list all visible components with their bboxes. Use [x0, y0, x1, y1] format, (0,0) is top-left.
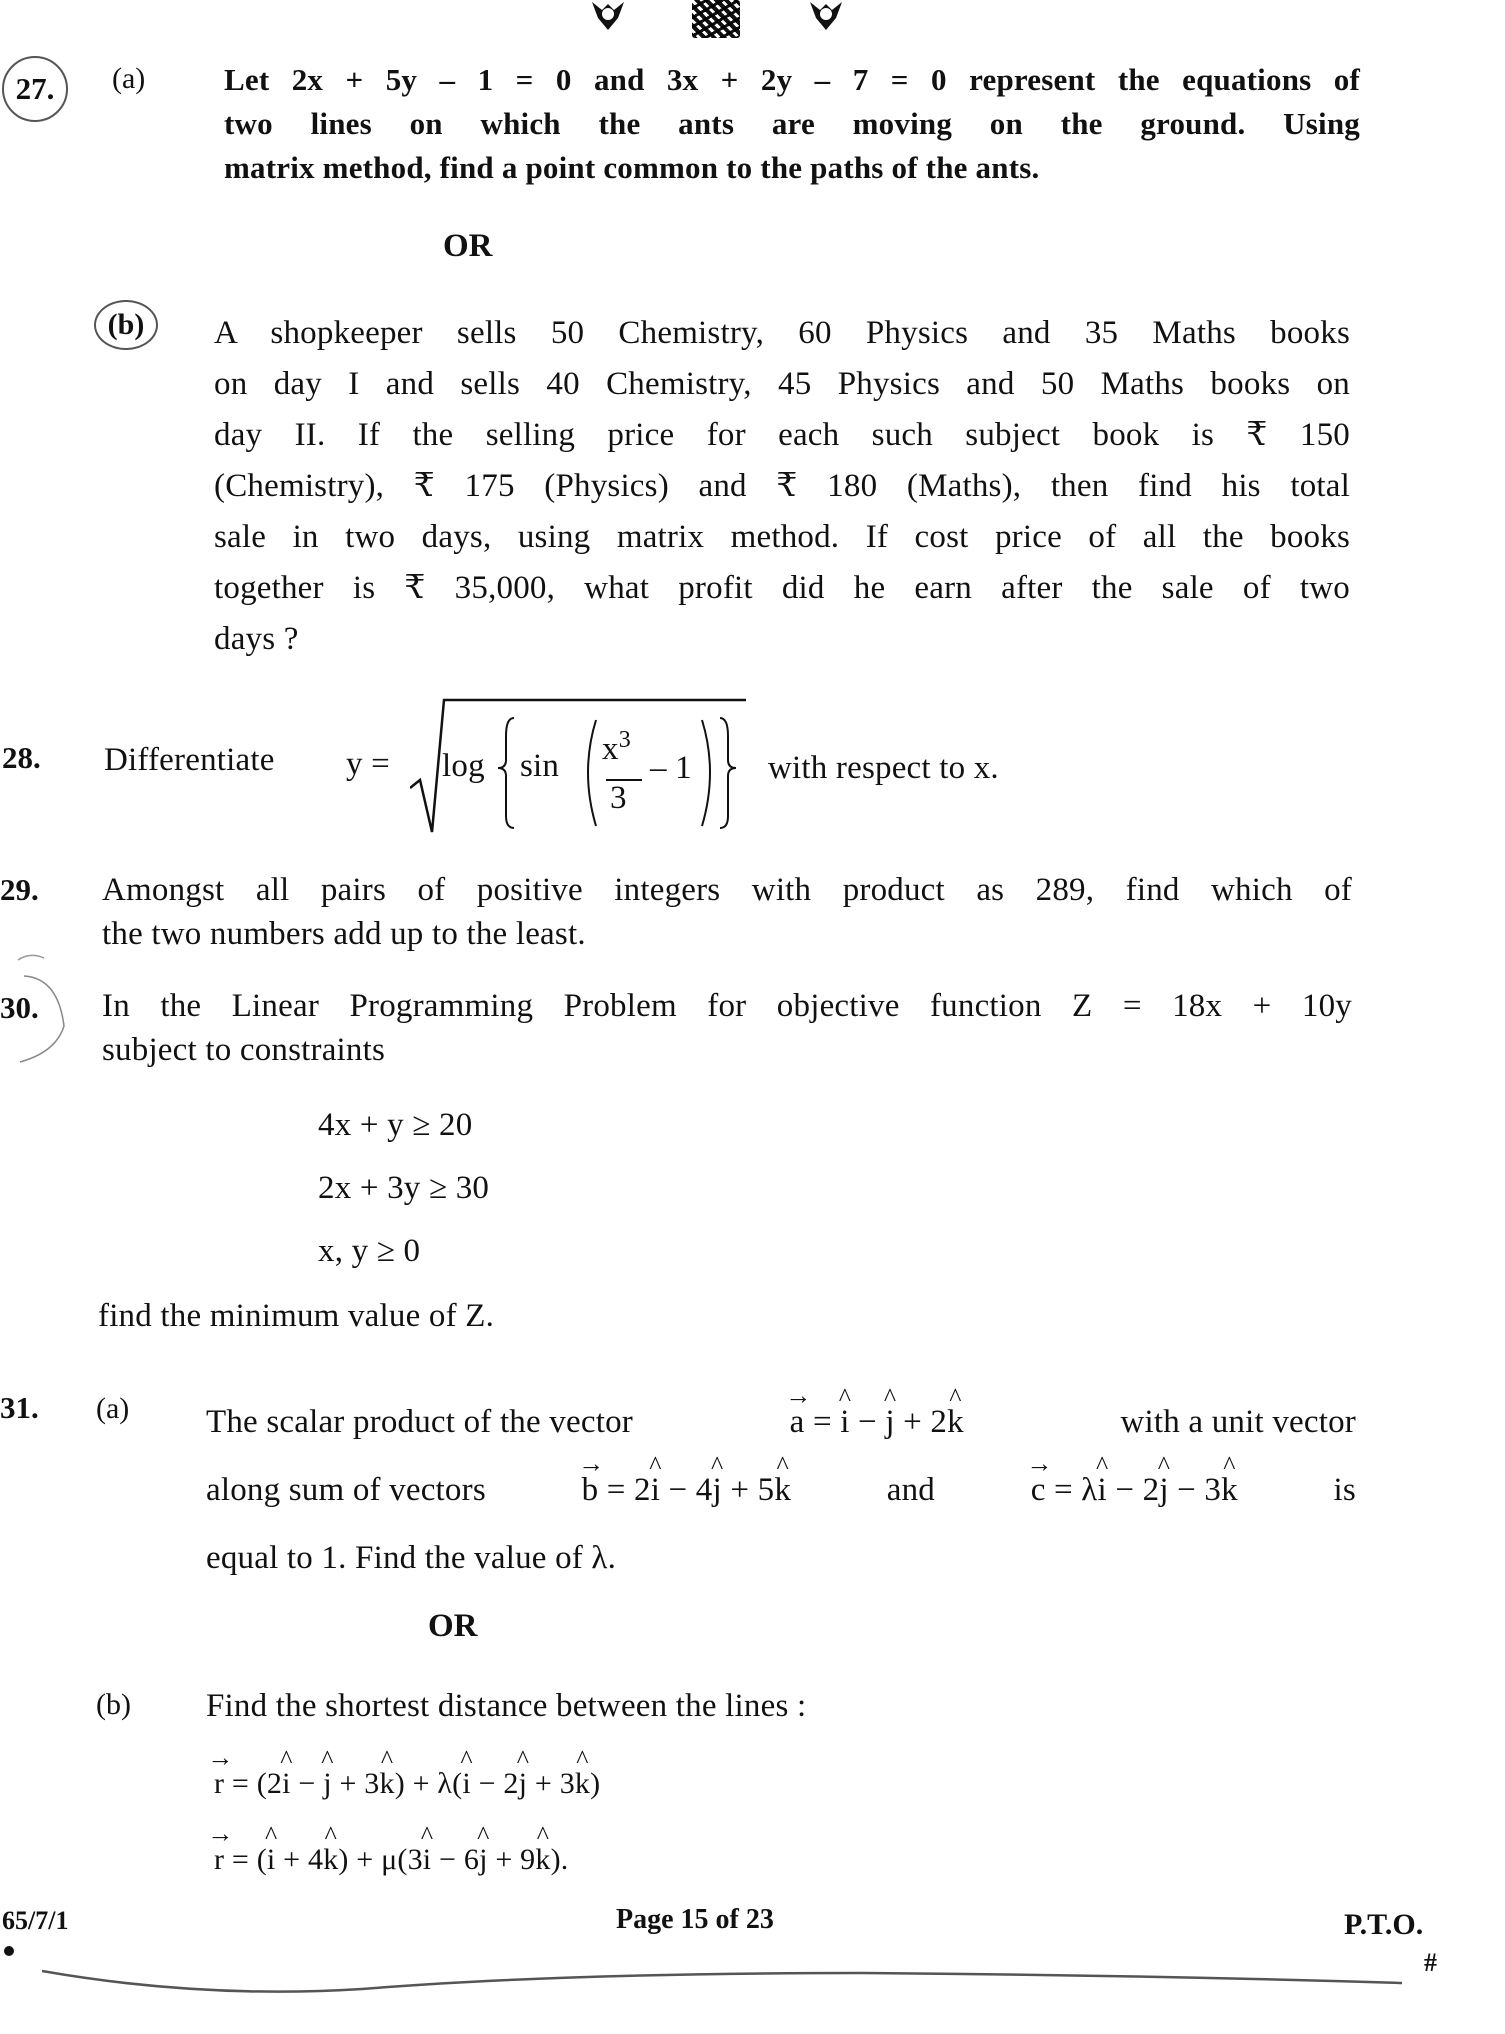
vector-a-expression: → a = ^ i − ^ j + 2^ k	[790, 1388, 964, 1456]
flourish-icon-left	[588, 0, 628, 36]
q27-part-b-text: A shopkeeper sells 50 Chemistry, 60 Physics and 35 Maths books on day I and sells 40 Chemistry, 45 Physics and 50 Maths books on day II. If the selling price for each such subject book is ₹ 150 (Chemistry), ₹ 175 (Physics) and ₹ 180 (Maths), then find his total sale in two days, using matrix method. If cost price of all the books together is ₹ 35,000, what profit did he earn after the sale of two days ?	[214, 315, 1350, 657]
constraint: 2x + 3y ≥ 30	[318, 1170, 490, 1206]
q28-suffix: with respect to x.	[768, 750, 999, 786]
part-b-label: (b)	[94, 300, 158, 350]
q28-prefix: Differentiate	[104, 742, 275, 778]
q27-part-a-text: Let 2x + 5y – 1 = 0 and 3x + 2y – 7 = 0 represent the equations of two lines on which the ants are moving on the ground. Using matrix method, find a point common to the paths of the ants.	[224, 62, 1360, 185]
pen-mark-icon	[16, 950, 46, 964]
flourish-icon-right	[806, 0, 846, 36]
sin-function: sin	[520, 748, 560, 784]
question-number: 27.	[2, 56, 68, 122]
q30-text: In the Linear Programming Problem for objective function Z = 18x + 10y subject to constraints	[102, 988, 1352, 1068]
q30-closing: find the minimum value of Z.	[98, 1298, 495, 1334]
question-number: 30.	[0, 990, 39, 1025]
vector-c-expression: → c = λ^ i − 2^ j − 3^ k	[1031, 1456, 1238, 1524]
hash-mark: #	[1424, 1948, 1437, 1977]
qr-code-icon	[692, 0, 740, 38]
question-number: 29.	[0, 872, 39, 907]
page-indicator: Page 15 of 23	[616, 1904, 774, 1935]
part-b-label: (b)	[96, 1688, 131, 1721]
minus-one: – 1	[650, 750, 692, 786]
or-separator: OR	[443, 228, 493, 264]
q31-part-a-text: The scalar product of the vector → a = ^ i − ^ j + 2^ k with a unit vector along sum of vectors → b = 2^ i − 4^ j + 5^ k and → c = λ^ i − 2^ j − 3^ k is equal to 1. Find the value of λ.	[206, 1388, 1356, 1592]
constraint: x, y ≥ 0	[318, 1233, 421, 1269]
constraints-list	[318, 1094, 489, 1283]
part-a-label: (a)	[112, 62, 146, 95]
question-number: 28.	[2, 740, 41, 775]
pto-label: P.T.O.	[1344, 1908, 1424, 1941]
q31-part-b-intro: Find the shortest distance between the lines :	[206, 1688, 807, 1724]
paper-code: 65/7/1	[2, 1906, 69, 1935]
question-27	[2, 56, 68, 122]
q29-text: Amongst all pairs of positive integers with product as 289, find which of the two numbers add up to the least.	[102, 872, 1352, 952]
q28-lhs: y =	[346, 746, 390, 782]
line-1-equation: → r = (2^ i − ^ j + 3^ k) + λ(^ i − 2^ j + 3^ k)	[214, 1762, 600, 1806]
or-separator: OR	[428, 1608, 478, 1644]
vector-b-expression: → b = 2^ i − 4^ j + 5^ k	[582, 1456, 791, 1524]
bullet-dot-icon	[4, 1946, 14, 1956]
log-function: log	[442, 748, 485, 784]
constraint: 4x + y ≥ 20	[318, 1107, 473, 1143]
footer-divider	[42, 1963, 1402, 2003]
fraction-numerator: $x^3$	[602, 727, 631, 767]
part-a-label: (a)	[96, 1392, 130, 1425]
fraction-denominator: 3	[610, 780, 627, 816]
question-number: 31.	[0, 1390, 39, 1425]
pen-circle-mark-icon	[2, 966, 72, 1066]
line-2-equation: → r = (^ i + 4^ k) + μ(3^ i − 6^ j + 9^ k).	[214, 1838, 568, 1882]
